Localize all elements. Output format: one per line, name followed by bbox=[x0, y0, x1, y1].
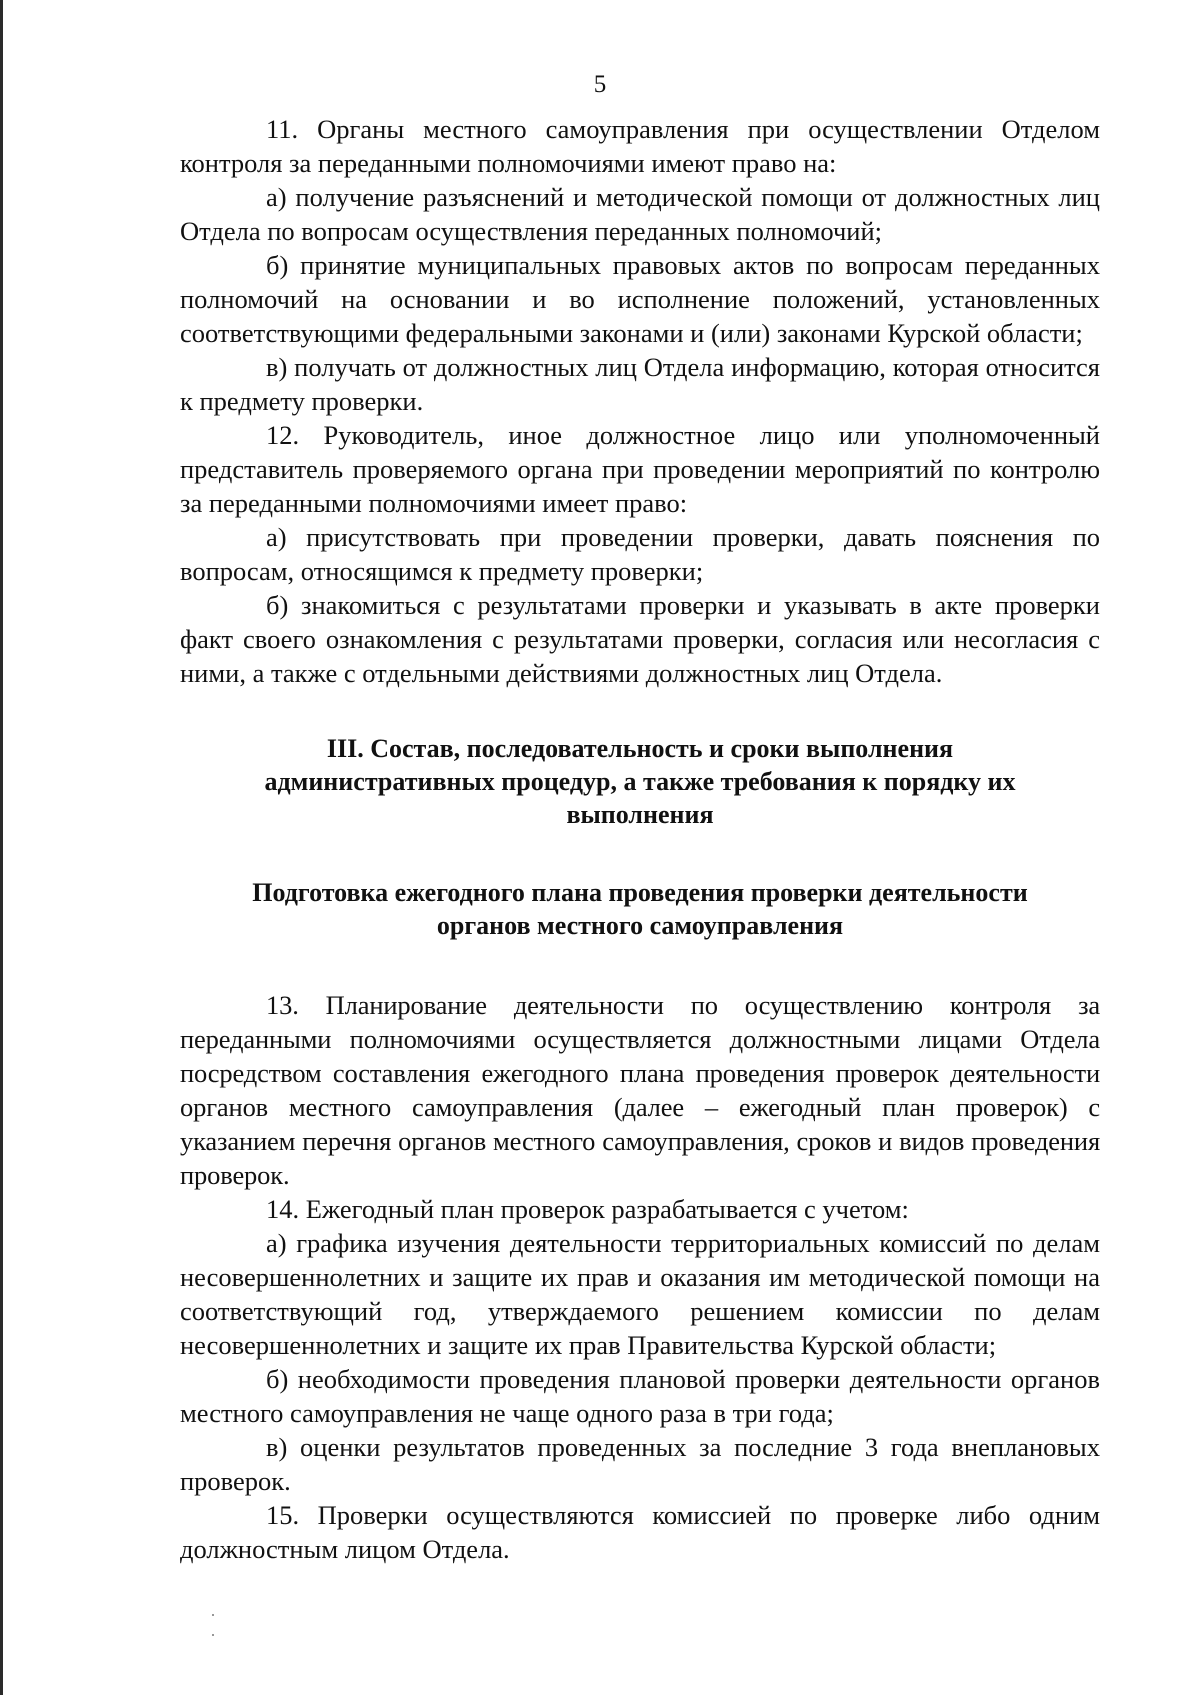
paragraph-15: 15. Проверки осуществляются комиссией по проверке либо одним должностным лицом Отдела. bbox=[180, 1500, 1100, 1564]
paragraph-14-b: б) необходимости проведения плановой проверки деятельности органов местного самоуправления не чаще одного раза в три года; bbox=[180, 1364, 1100, 1428]
paragraph-11-b: б) принятие муниципальных правовых актов по вопросам переданных полномочий на основании и во исполнение положений, установленных соответствующими федеральными законами и (или) законами Курской области; bbox=[180, 250, 1100, 348]
document-body bbox=[180, 112, 1100, 1566]
page-number: 5 bbox=[593, 71, 607, 98]
paragraph-12-b: б) знакомиться с результатами проверки и указывать в акте проверки факт своего ознакомления с результатами проверки, согласия или несогласия с ними, а также с отдельными действиями должностных лиц Отдела. bbox=[180, 590, 1100, 688]
sub-heading: Подготовка ежегодного плана проведения проверки деятельности органов местного самоуправления bbox=[252, 878, 1028, 940]
paragraph-11-a: а) получение разъяснений и методической помощи от должностных лиц Отдела по вопросам осуществления переданных полномочий; bbox=[180, 182, 1100, 246]
paragraph-14-c: в) оценки результатов проведенных за последние 3 года внеплановых проверок. bbox=[180, 1432, 1100, 1496]
paragraph-12: 12. Руководитель, иное должностное лицо или уполномоченный представитель проверяемого органа при проведении мероприятий по контролю за переданными полномочиями имеет право: bbox=[180, 420, 1100, 518]
paragraph-13: 13. Планирование деятельности по осуществлению контроля за переданными полномочиями осуществляется должностными лицами Отдела посредством составления ежегодного плана проведения проверок деятельности органов местного самоуправления (далее – ежегодный план проверок) с указанием перечня органов местного самоуправления, сроков и видов проведения проверок. bbox=[180, 990, 1100, 1190]
paragraph-11: 11. Органы местного самоуправления при осуществлении Отделом контроля за переданными полномочиями имеют право на: bbox=[180, 114, 1100, 178]
scan-speck bbox=[212, 1614, 214, 1616]
scan-speck bbox=[212, 1634, 214, 1636]
paragraph-14: 14. Ежегодный план проверок разрабатывается с учетом: bbox=[266, 1194, 909, 1224]
section-heading: III. Состав, последовательность и сроки выполнения административных процедур, а также требования к порядку их выполнения bbox=[264, 734, 1016, 829]
paragraph-11-c: в) получать от должностных лиц Отдела информацию, которая относится к предмету проверки. bbox=[180, 352, 1100, 416]
scan-left-edge bbox=[0, 0, 3, 1695]
paragraph-14-a: а) графика изучения деятельности территориальных комиссий по делам несовершеннолетних и защите их прав и оказания им методической помощи на соответствующий год, утверждаемого решением комиссии по делам несовершеннолетних и защите их прав Правительства Курской области; bbox=[180, 1228, 1100, 1360]
paragraph-12-a: а) присутствовать при проведении проверки, давать пояснения по вопросам, относящимся к предмету проверки; bbox=[180, 522, 1100, 586]
